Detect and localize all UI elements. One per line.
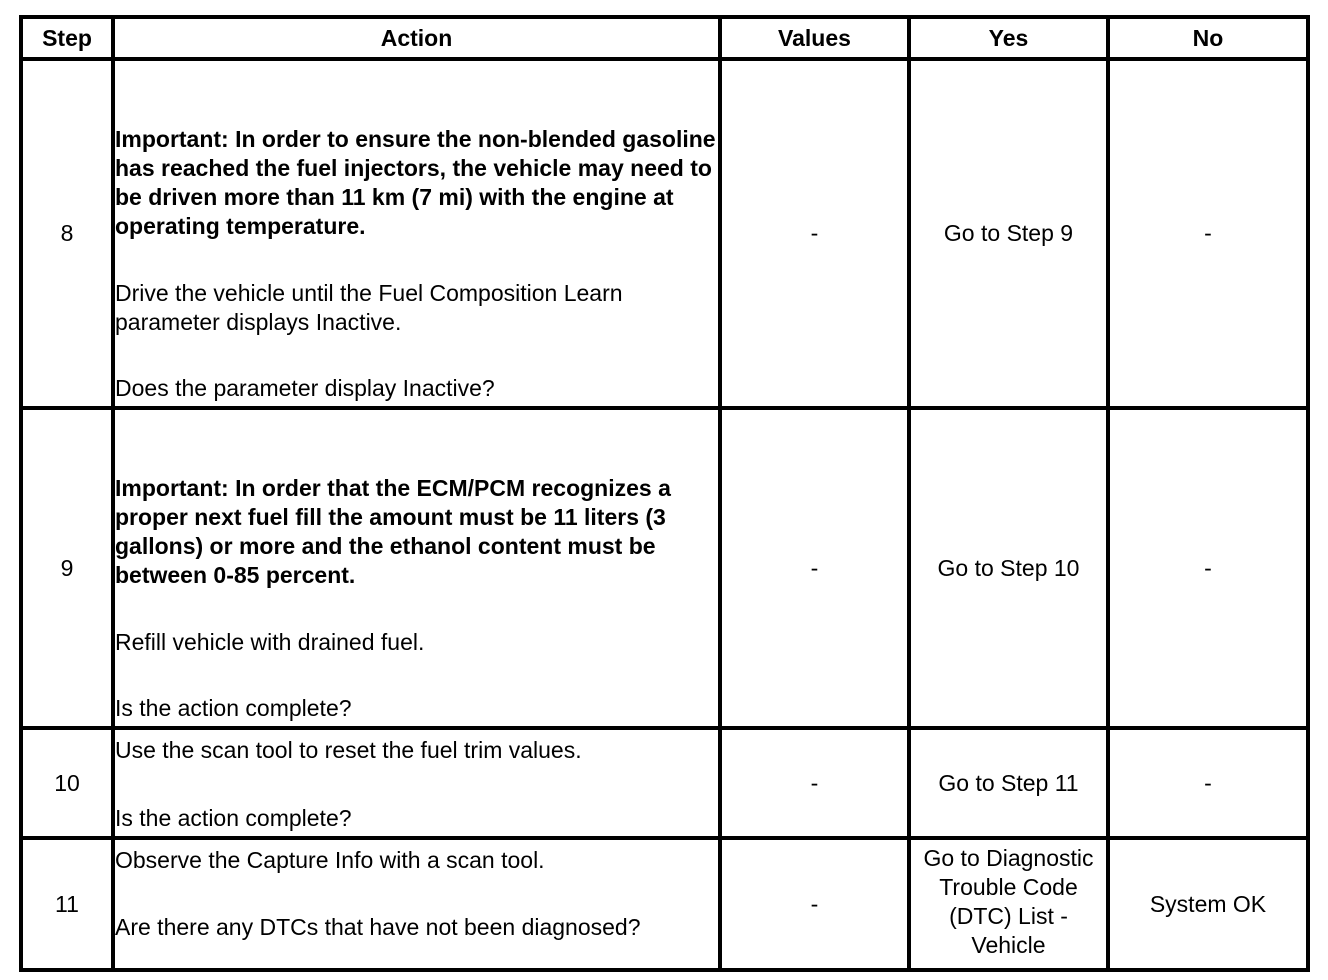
no-cell: -	[1108, 59, 1308, 408]
header-values: Values	[720, 17, 909, 59]
header-action: Action	[113, 17, 720, 59]
header-no: No	[1108, 17, 1308, 59]
action-question: Are there any DTCs that have not been diagnosed?	[115, 914, 641, 940]
step-number: 10	[21, 728, 113, 838]
step-number: 8	[21, 59, 113, 408]
important-note: Important: In order to ensure the non-blended gasoline has reached the fuel injectors, the vehicle may need to be driven more than 11 km (7 mi) with the engine at operating temperature.	[115, 126, 716, 239]
diagnostic-table	[19, 15, 1310, 972]
values-cell: -	[720, 408, 909, 728]
header-yes: Yes	[909, 17, 1108, 59]
action-instruction: Drive the vehicle until the Fuel Composition Learn parameter displays Inactive.	[115, 280, 623, 335]
values-cell: -	[720, 838, 909, 970]
step-number: 9	[21, 408, 113, 728]
action-cell	[113, 408, 720, 728]
yes-cell: Go to Step 9	[909, 59, 1108, 408]
action-instruction: Refill vehicle with drained fuel.	[115, 629, 425, 655]
action-question: Does the parameter display Inactive?	[115, 375, 495, 401]
table-row	[21, 838, 1308, 970]
action-cell	[113, 838, 720, 970]
table-row	[21, 59, 1308, 408]
no-cell: System OK	[1108, 838, 1308, 970]
step-number: 11	[21, 838, 113, 970]
important-note: Important: In order that the ECM/PCM recognizes a proper next fuel fill the amount must be 11 liters (3 gallons) or more and the ethanol content must be between 0-85 percent.	[115, 475, 671, 588]
action-cell	[113, 59, 720, 408]
action-question: Is the action complete?	[115, 695, 352, 721]
yes-cell-text: Go to Diagnostic Trouble Code (DTC) List - Vehicle	[923, 845, 1094, 958]
action-instruction: Use the scan tool to reset the fuel trim values.	[115, 737, 582, 763]
values-cell: -	[720, 59, 909, 408]
header-step: Step	[21, 17, 113, 59]
values-cell: -	[720, 728, 909, 838]
yes-cell: Go to Step 11	[909, 728, 1108, 838]
action-instruction: Observe the Capture Info with a scan tool.	[115, 847, 545, 873]
action-cell	[113, 728, 720, 838]
yes-cell	[909, 838, 1108, 970]
yes-cell: Go to Step 10	[909, 408, 1108, 728]
table-header-row	[21, 17, 1308, 59]
no-cell: -	[1108, 728, 1308, 838]
no-cell: -	[1108, 408, 1308, 728]
table-row	[21, 408, 1308, 728]
table-row	[21, 728, 1308, 838]
action-question: Is the action complete?	[115, 805, 352, 831]
